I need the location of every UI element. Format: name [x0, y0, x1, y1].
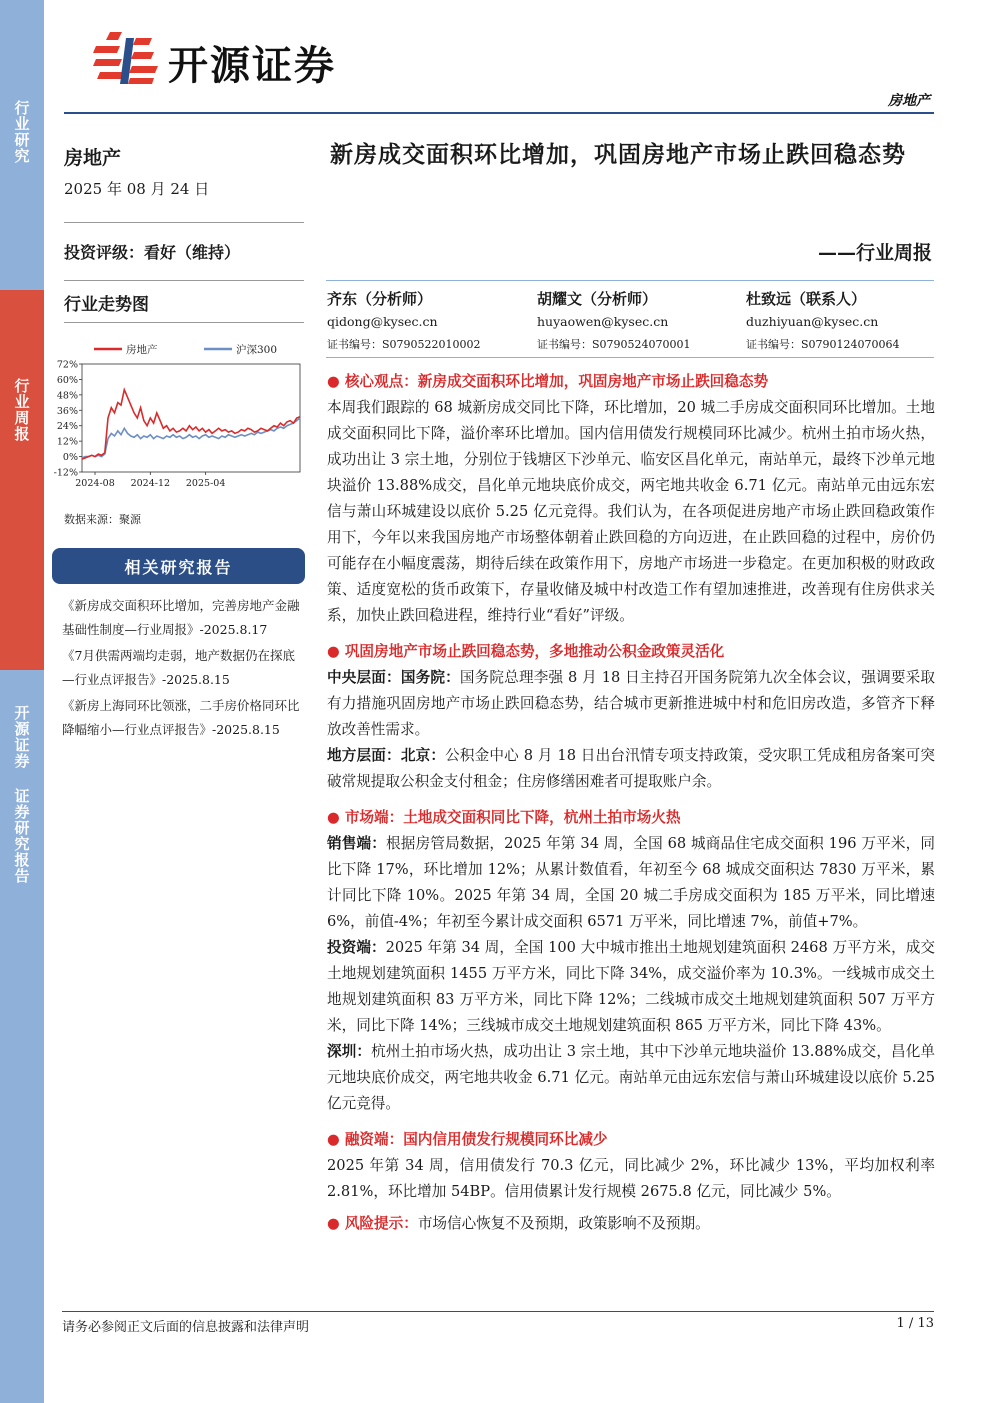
paragraph-label: 中央层面：国务院：: [327, 669, 460, 686]
industry-name: 房地产: [64, 147, 122, 169]
analyst-name: 胡耀文（分析师）: [537, 290, 658, 308]
core-view-paragraph: 本周我们跟踪的 68 城新房成交同比下降，环比增加，20 城二手房成交面积同环比增加。土地成交面积同比下降，溢价率环比增加。国内信用债发行规模同环比减少。杭州土拍市场火热，成功出让 3 宗土地，分别位于钱塘区下沙单元、临安区昌化单元，南站单元，最终下沙单元地块溢价 13.88%成交，昌化单元地块底价成交，两宅地共收金 6.71 亿元。南站单元由远东宏信与萧山环城建设以底价 5.25 亿元竞得。我们认为，在各项促进房地产市场止跌回稳政策作用下，今年以来我国房地产市场整体朝着止跌回稳的方向迈进，在止跌回稳的过程中，房价仍可能存在小幅度震荡，期待后续在政策作用下，房地产市场进一步稳定。在更加积极的财政政策、适度宽松的货币政策下，存量收储及城中村改造工作有望加速推进，改善现有住房供求关系，加快止跌回稳进程，维持行业“看好”评级。: [327, 399, 935, 624]
analyst-name: 齐东（分析师）: [327, 290, 433, 308]
section-heading-text: 核心观点：新房成交面积环比增加，巩固房地产市场止跌回稳态势: [344, 373, 769, 390]
related-report-link[interactable]: 《新房成交面积环比增加，完善房地产金融基础性制度—行业周报》-2025.8.17: [62, 598, 300, 637]
header-category: 房地产: [888, 93, 930, 109]
footer-disclaimer: 请务必参阅正文后面的信息披露和法律声明: [62, 1320, 310, 1335]
analyst-bottom-rule: [326, 357, 934, 358]
analyst-cert: 证书编号：S0790524070001: [537, 338, 691, 351]
market-paragraph: [327, 935, 935, 1039]
data-source: 数据来源：聚源: [64, 513, 141, 526]
side-band: [0, 0, 44, 1403]
chart-plot-frame: [82, 364, 300, 472]
section-heading: ● 融资端：国内信用债发行规模同环比减少: [327, 1131, 608, 1148]
analyst-email[interactable]: qidong@kysec.cn: [327, 314, 438, 329]
header-rule: [64, 112, 934, 114]
trend-chart: [52, 336, 308, 496]
financing-paragraph: 2025 年第 34 周，信用债发行 70.3 亿元，同比减少 2%，环比减少 13%，平均加权利率 2.81%，环比增加 54BP。信用债累计发行规模 2675.8 亿元，同比减少 5%。: [327, 1157, 935, 1200]
paragraph-label: 销售端：: [327, 835, 387, 852]
y-tick-label: 72%: [56, 359, 78, 371]
section-heading-text: 融资端：国内信用债发行规模同环比减少: [344, 1131, 608, 1148]
y-tick-label: 24%: [56, 421, 78, 433]
market-paragraph: [327, 1039, 935, 1117]
paragraph-label: 深圳：: [327, 1043, 372, 1060]
series-line: [82, 418, 300, 458]
y-tick-label: -12%: [53, 467, 78, 479]
logo-text: 开源证券: [168, 43, 336, 89]
left-divider-1: [64, 222, 304, 223]
x-tick-label: 2025-04: [185, 478, 226, 489]
paragraph-label: 投资端：: [327, 939, 386, 956]
analyst-cert: 证书编号：S0790124070064: [746, 338, 900, 351]
section-heading-text: 市场端：土地成交面积同比下降，杭州土拍市场火热: [344, 809, 681, 826]
analyst-card: [537, 288, 737, 352]
x-tick-label: 2024-08: [75, 478, 115, 489]
legend-label: 房地产: [126, 344, 158, 356]
related-report-link[interactable]: 《新房上海同环比领涨，二手房价格同环比降幅缩小—行业点评报告》-2025.8.15: [62, 698, 300, 737]
legend-label: 沪深300: [236, 344, 278, 356]
risk-paragraph: ● 风险提示：市场信心恢复不及预期，政策影响不及预期。: [327, 1215, 710, 1232]
trend-chart-title: 行业走势图: [64, 295, 149, 315]
paragraph-text: 公积金中心 8 月 18 日出台汛情专项支持政策，受灾职工凭成租房备案可突破常规提取公积金支付租金；住房修缮困难者可提取账户余。: [327, 747, 935, 790]
side-label-kysec: 开源证券 证券研究报告: [12, 705, 31, 884]
analyst-name: 杜致远（联系人）: [746, 290, 867, 308]
series-line: [82, 390, 300, 459]
related-reports-header: 相关研究报告: [52, 548, 305, 584]
footer-rule: [62, 1311, 934, 1312]
report-title: 新房成交面积环比增加，巩固房地产市场止跌回稳态势: [330, 141, 906, 168]
paragraph-text: 2025 年第 34 周，全国 100 大中城市推出土地规划建筑面积 2468 万平方米，成交土地规划建筑面积 1455 万平方米，同比下降 34%，成交溢价率为 10.3%。一线城市成交土地规划建筑面积 83 万平方米，同比下降 12%；二线城市成交土地规划建筑面积 507 万平方米，同比下降 14%；三线城市成交土地规划建筑面积 865 万平方米，同比下降 43%。: [327, 939, 935, 1034]
policy-paragraph: [327, 743, 935, 795]
paragraph-label: 地方层面：北京：: [327, 747, 446, 764]
y-tick-label: 12%: [56, 436, 78, 448]
analyst-cert: 证书编号：S0790522010002: [327, 338, 481, 351]
analyst-card: [746, 288, 946, 352]
x-tick-label: 2024-12: [130, 478, 171, 489]
paragraph-text: 国务院总理李强 8 月 18 日主持召开国务院第九次全体会议，强调要采取有力措施巩固房地产市场止跌回稳态势，结合城市更新推进城中村和危旧房改造，多管齐下释放改善性需求。: [327, 669, 935, 738]
side-label-weekly: 行业周报: [12, 378, 31, 442]
market-paragraph: [327, 831, 935, 935]
policy-paragraph: [327, 665, 935, 743]
left-divider-3: [64, 322, 304, 323]
report-date: 2025 年 08 月 24 日: [64, 180, 210, 198]
y-tick-label: 60%: [56, 374, 78, 386]
section-heading: ● 巩固房地产市场止跌回稳态势，多地推动公积金政策灵活化: [327, 643, 725, 660]
analyst-email[interactable]: duzhiyuan@kysec.cn: [746, 314, 879, 329]
analyst-card: [327, 288, 527, 352]
analyst-top-rule: [326, 280, 934, 281]
side-label-research: 行业研究: [12, 100, 31, 164]
y-tick-label: 48%: [56, 390, 78, 402]
section-heading: ● 核心观点：新房成交面积环比增加，巩固房地产市场止跌回稳态势: [327, 373, 769, 390]
risk-text: 市场信心恢复不及预期，政策影响不及预期。: [417, 1215, 710, 1232]
investment-rating: 投资评级：看好（维持）: [64, 243, 241, 262]
related-reports-list: [62, 594, 307, 744]
section-heading: ● 市场端：土地成交面积同比下降，杭州土拍市场火热: [327, 809, 681, 826]
left-divider-2: [64, 280, 304, 281]
section-heading-text: 巩固房地产市场止跌回稳态势，多地推动公积金政策灵活化: [344, 643, 725, 660]
page-number: 1 / 13: [896, 1316, 934, 1331]
paragraph-text: 根据房管局数据，2025 年第 34 周，全国 68 城商品住宅成交面积 196 万平米，同比下降 17%，环比增加 12%；从累计数值看，年初至今 68 城成交面积达 7830 万平米，累计同比下降 10%。2025 年第 34 周，全国 20 城二手房成交面积为 185 万平米，同比增速 6%，前值-4%；年初至今累计成交面积 6571 万平米，同比增速 7%，前值+7%。: [327, 835, 935, 930]
side-band-red: [0, 290, 44, 670]
report-body: [327, 365, 935, 1237]
analyst-email[interactable]: huyaowen@kysec.cn: [537, 314, 669, 329]
y-tick-label: 36%: [56, 405, 78, 417]
paragraph-text: 杭州土拍市场火热，成功出让 3 宗土地，其中下沙单元地块溢价 13.88%成交，昌化单元地块底价成交，两宅地共收金 6.71 亿元。南站单元由远东宏信与萧山环城建设以底价 5.25 亿元竞得。: [327, 1043, 935, 1112]
y-tick-label: 0%: [62, 452, 78, 464]
risk-label: 风险提示：: [344, 1215, 418, 1232]
report-type: ——行业周报: [817, 242, 932, 264]
related-report-link[interactable]: 《7月供需两端均走弱，地产数据仍在探底—行业点评报告》-2025.8.15: [62, 648, 295, 687]
